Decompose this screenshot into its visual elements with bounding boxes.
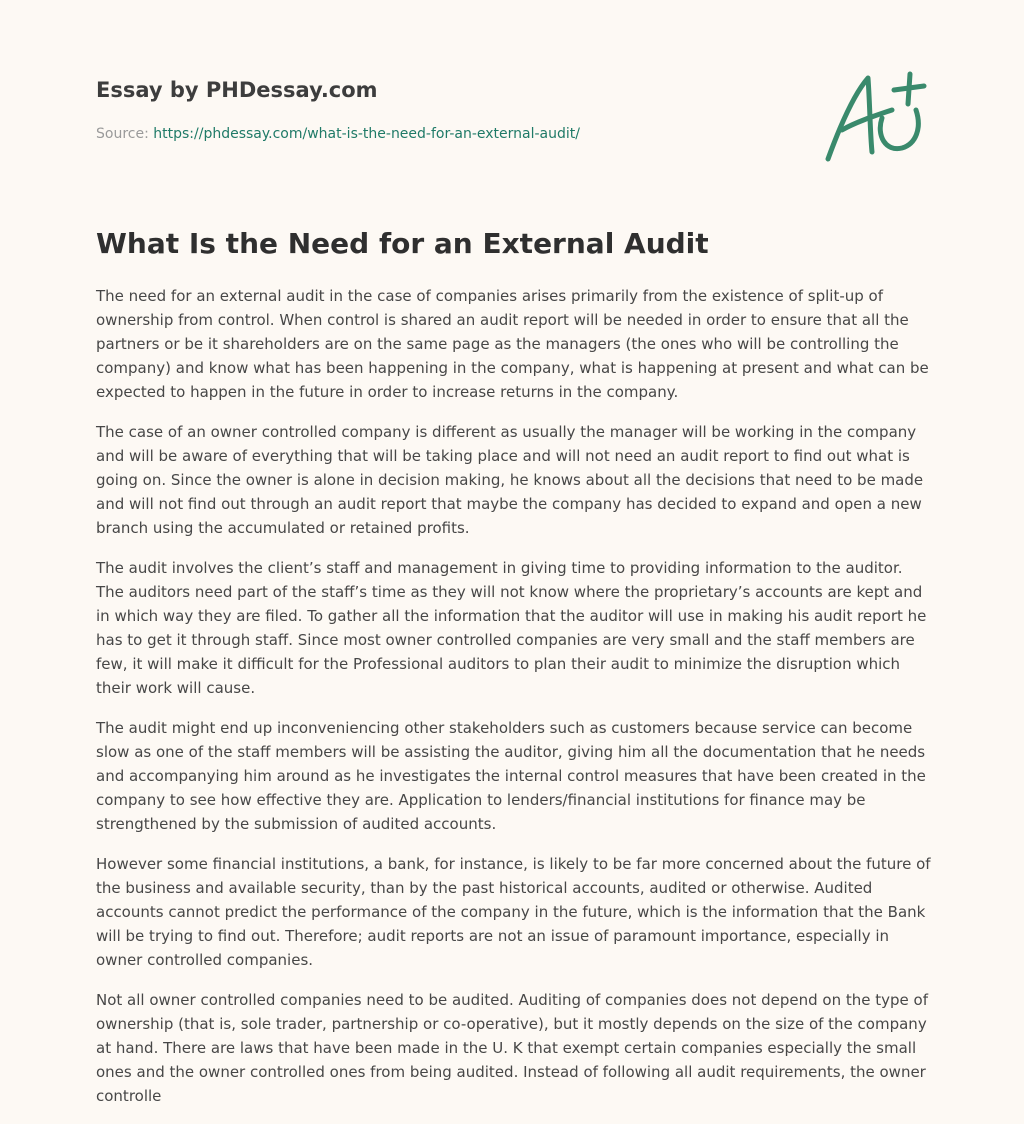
logo-curl (880, 110, 918, 149)
a-plus-logo-icon (818, 66, 930, 166)
essay-paragraph-2: The case of an owner controlled company is different as usually the manager will be working in the company and will be aware of everything that will be taking place and will not need an audit report to find out what is going on. Since the owner is alone in decision making, he knows about all the decisions that need to be made and will not find out through an audit report that maybe the company has decided to expand and open a new branch using the accumulated or retained profits. (96, 423, 924, 537)
essay-paragraph-5: However some financial institutions, a bank, for instance, is likely to be far more concerned about the future of the business and available security, than by the past historical accounts, audited or otherwise. Audited accounts cannot predict the performance of the company in the future, which is the information that the Bank will be trying to find out. Therefore; audit reports are not an issue of paramount importance, especially in owner controlled companies. (96, 855, 931, 969)
essay-paragraph-4: The audit might end up inconveniencing other stakeholders such as customers because service can become slow as one of the staff members will be assisting the auditor, giving him all the documentation that he needs and accompanying him around as he investigates the internal control measures that have been created in the company to see how effective they are. Application to lenders/financial institutions for finance may be strengthened by the submission of audited accounts. (96, 719, 926, 833)
source-line (96, 124, 736, 144)
essay-article (96, 222, 932, 1124)
site-title: Essay by PHDessay.com (96, 78, 378, 102)
essay-paragraph-6: Not all owner controlled companies need to be audited. Auditing of companies does not depend on the type of ownership (that is, sole trader, partnership or co-operative), but it mostly depends on the size of the company at hand. There are laws that have been made in the U. K that exempt certain companies especially the small ones and the owner controlled ones from being audited. Instead of following all audit requirements, the owner controlle (96, 991, 929, 1105)
essay-header (96, 74, 736, 144)
source-link[interactable]: https://phdessay.com/what-is-the-need-for-an-external-audit/ (153, 126, 580, 142)
essay-paragraph-3: The audit involves the client’s staff and management in giving time to providing information to the auditor. The auditors need part of the staff’s time as they will not know where the proprietary’s accounts are kept and in which way they are filed. To gather all the information that the auditor will use in making his audit report he has to get it through staff. Since most owner controlled companies are very small and the staff members are few, it will make it difficult for the Professional auditors to plan their audit to minimize the disruption which their work will cause. (96, 559, 927, 697)
essay-paragraph-1: The need for an external audit in the case of companies arises primarily from the existence of split-up of ownership from control. When control is shared an audit report will be needed in order to ensure that all the partners or be it shareholders are on the same page as the managers (the ones who will be controlling the company) and know what has been happening in the company, what is happening at present and what can be expected to happen in the future in order to increase returns in the company. (96, 287, 929, 401)
source-label: Source: (96, 126, 149, 142)
logo-plus-horizontal (894, 86, 924, 90)
essay-title: What Is the Need for an External Audit (96, 227, 709, 260)
